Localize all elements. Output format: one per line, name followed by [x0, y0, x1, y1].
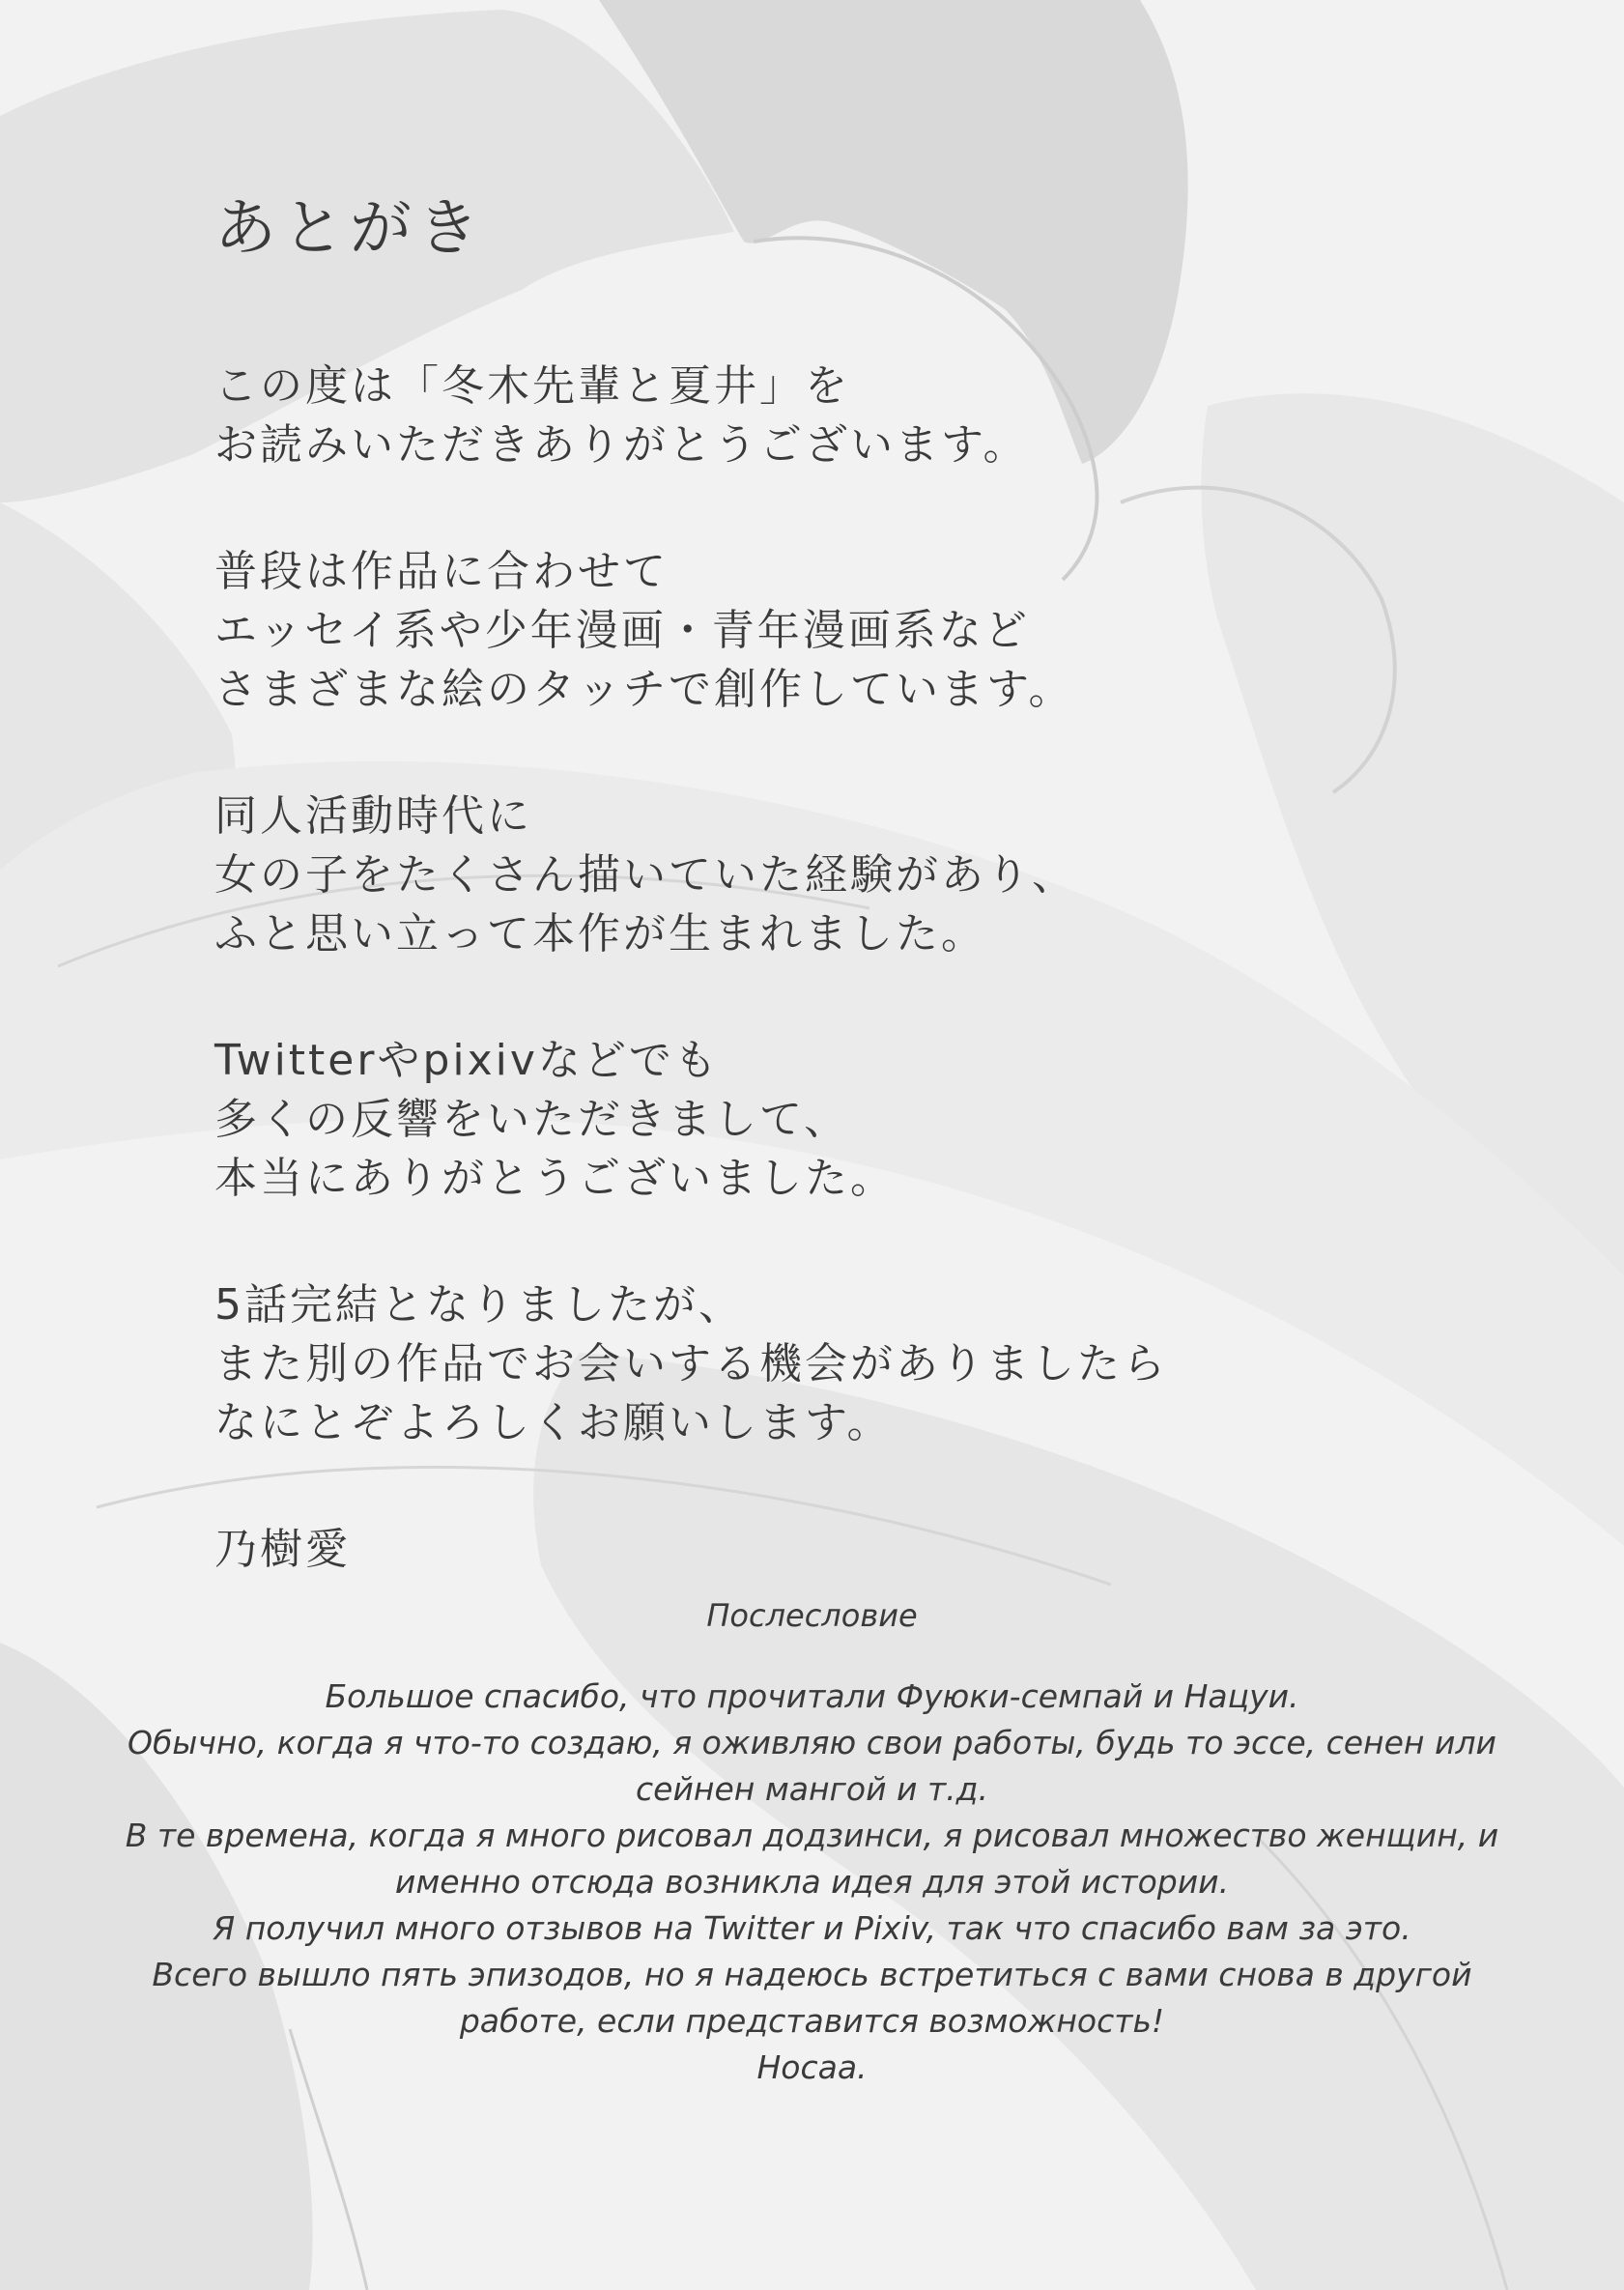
- ru-text-line: именно отсюда возникла идея для этой истории.: [394, 1863, 1230, 1901]
- jp-paragraph: [214, 1031, 1374, 1208]
- jp-text-line: 同人活動時代に: [214, 791, 532, 841]
- ru-text-line: сейнен мангой и т.д.: [636, 1770, 988, 1808]
- jp-text-line: 5話完結となりましたが、: [214, 1280, 744, 1330]
- jp-text-line: Twitterやpixivなどでも: [214, 1036, 720, 1085]
- ru-text-line: В те времена, когда я много рисовал додзинси, я рисовал множество женщин, и: [125, 1817, 1499, 1854]
- jp-text-line: 普段は作品に合わせて: [214, 547, 669, 596]
- jp-text-line: 本当にありがとうございました。: [214, 1154, 896, 1203]
- jp-paragraph: [214, 787, 1374, 963]
- ru-text-line: Всего вышло пять эпизодов, но я надеюсь встретиться с вами снова в другой: [152, 1956, 1472, 1993]
- jp-text-line: さまざまな絵のタッチで創作しています。: [214, 665, 1074, 714]
- ru-text-line: Большое спасибо, что прочитали Фуюки-семпай и Нацуи.: [325, 1677, 1299, 1715]
- afterword-title-ru: Послесловие: [706, 1597, 918, 1634]
- jp-text-line: エッセイ系や少年漫画・青年漫画系など: [214, 606, 1030, 655]
- ru-text-line: Я получил много отзывов на Twitter и Pixiv, так что спасибо вам за это.: [213, 1909, 1411, 1947]
- afterword-russian: [39, 1596, 1585, 2091]
- jp-text-line: ふと思い立って本作が生まれました。: [214, 909, 986, 959]
- jp-paragraph: [214, 1275, 1374, 1452]
- jp-text-line: 女の子をたくさん描いていた経験があり、: [214, 850, 1077, 900]
- author-signature-jp: 乃樹愛: [214, 1525, 351, 1574]
- afterword-japanese: [214, 193, 1374, 1579]
- afterword-title-jp: あとがき: [214, 193, 485, 265]
- jp-paragraph: [214, 542, 1374, 719]
- jp-text-line: また別の作品でお会いする機会がありましたら: [214, 1339, 1168, 1388]
- jp-text-line: お読みいただきありがとうございます。: [214, 420, 1029, 470]
- ru-signature: Носаа.: [756, 2048, 868, 2086]
- jp-text-line: なにとぞよろしくお願いします。: [214, 1398, 893, 1447]
- ru-text-line: работе, если представится возможность!: [459, 2002, 1165, 2040]
- jp-text-line: この度は「冬木先輩と夏井」を: [214, 361, 850, 411]
- jp-text-line: 多くの反響をいただきまして、: [214, 1095, 850, 1144]
- jp-paragraph: [214, 357, 1374, 474]
- ru-text-line: Обычно, когда я что-то создаю, я оживляю свои работы, будь то эссе, сенен или: [127, 1724, 1496, 1761]
